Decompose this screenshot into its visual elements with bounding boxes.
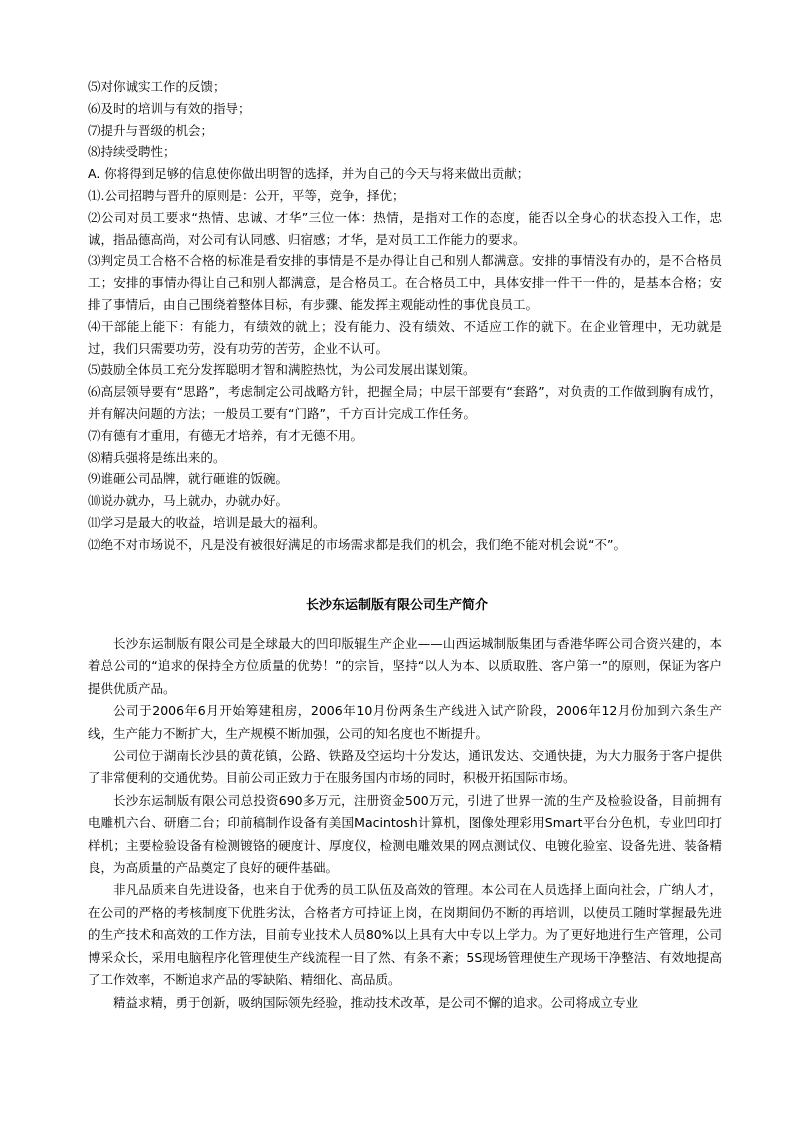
list-item: ⑿绝不对市场说不，凡是没有被很好满足的市场需求都是我们的机会，我们绝不能对机会说“不”。	[88, 536, 626, 552]
list-item: ⑻精兵强将是练出来的。	[88, 449, 226, 465]
policy-list	[88, 76, 722, 556]
list-item: ⑾学习是最大的收益，培训是最大的福利。	[88, 514, 326, 530]
list-item: ⑺提升与晋级的机会；	[88, 122, 214, 138]
list-item: ⑶判定员工合格不合格的标准是看安排的事情是不是办得让自己和别人都满意。安排的事情没有办的，是不合格员工；安排的事情办得让自己和别人都满意，是合格员工。在合格员工中，具体安排一件干一件的，是基本合格；安排了事情后，由自己围绕着整体目标，有步骤、能发挥主观能动性的事优良员工。	[88, 253, 722, 312]
list-item: ⑸对你诚实工作的反馈；	[88, 79, 226, 94]
body-paragraph: 非凡品质来自先进设备，也来自于优秀的员工队伍及高效的管理。本公司在人员选择上面向社会，广纳人才，在公司的严格的考核制度下优胜劣汰，合格者方可持证上岗，在岗期间仍不断的再培训，以使员工随时掌握最先进的生产技术和高效的工作方法，目前专业技术人员80%以上具有大中专以上学力。为了更好地进行生产管理，公司博采众长，采用电脑程序化管理使生产线流程一目了然、有条不紊；5S现场管理使生产现场干净整洁、有效地提高了工作效率，不断追求产品的零缺陷、精细化、高品质。	[88, 882, 722, 988]
list-item: ⑷干部能上能下：有能力，有绩效的就上；没有能力、没有绩效、不适应工作的就下。在企业管理中，无功就是过，我们只需要功劳，没有功劳的苦劳，企业不认可。	[88, 318, 722, 356]
list-item: ⑸鼓励全体员工充分发挥聪明才智和满腔热忱，为公司发展出谋划策。	[88, 362, 476, 378]
list-item: ⑽说办就办，马上就办，办就办好。	[88, 493, 289, 509]
body-paragraph: 公司位于湖南长沙县的黄花镇，公路、铁路及空运均十分发达，通讯发达、交通快捷，为大力服务于客户提供了非常便利的交通优势。目前公司正致力于在服务国内市场的同时，积极开拓国际市场。	[88, 748, 722, 786]
list-item: ⑹高层领导要有“思路”，考虑制定公司战略方针，把握全局；中层干部要有“套路”，对负责的工作做到胸有成竹，并有解决问题的方法；一般员工要有“门路”，千方百计完成工作任务。	[88, 384, 722, 421]
list-item: ⑺有德有才重用，有德无才培养，有才无德不用。	[88, 427, 364, 443]
company-introduction	[88, 633, 722, 1014]
body-paragraph: 长沙东运制版有限公司总投资690多万元，注册资金500万元，引进了世界一流的生产及检验设备，目前拥有电雕机六台、研磨二台；印前稿制作设备有美国Macintosh计算机，图像处理彩用Smart平台分色机，专业凹印打样机；主要检验设备有检测镀铬的硬度计、厚度仪，检测电雕效果的网点测试仪、电镀化验室、设备先进、装备精良，为高质量的产品奠定了良好的硬件基础。	[88, 792, 722, 876]
list-item: ⑼谁砸公司品牌，就行砸谁的饭碗。	[88, 471, 289, 487]
list-item: A. 你将得到足够的信息使你做出明智的选择，并为自己的今天与将来做出贡献；	[88, 166, 530, 182]
body-paragraph: 长沙东运制版有限公司是全球最大的凹印版辊生产企业——山西运城制版集团与香港华晖公司合资兴建的，本着总公司的“追求的保持全方位质量的优势！”的宗旨，坚持“以人为本、以质取胜、客户第一”的原则，保证为客户提供优质产品。	[88, 636, 722, 696]
body-paragraph: 精益求精，勇于创新，吸纳国际领先经验，推动技术改革，是公司不懈的追求。公司将成立专业	[113, 994, 639, 1010]
list-item: ⑵公司对员工要求“热情、忠诚、才华”三位一体：热情，是指对工作的态度，能否以全身心的状态投入工作，忠诚，指品德高尚，对公司有认同感、归宿感；才华，是对员工工作能力的要求。	[88, 209, 722, 247]
list-item: ⑹及时的培训与有效的指导；	[88, 100, 251, 116]
list-item: ⑻持续受聘性；	[88, 144, 176, 160]
section-title: 长沙东运制版有限公司生产简介	[305, 598, 488, 613]
list-item: ⑴.公司招聘与晋升的原则是：公开，平等，竞争，择优；	[88, 187, 405, 203]
body-paragraph: 公司于2006年6月开始筹建租房，2006年10月份两条生产线进入试产阶段，2006年12月份加到六条生产线，生产能力不断扩大，生产规模不断加强，公司的知名度也不断提升。	[88, 703, 722, 741]
